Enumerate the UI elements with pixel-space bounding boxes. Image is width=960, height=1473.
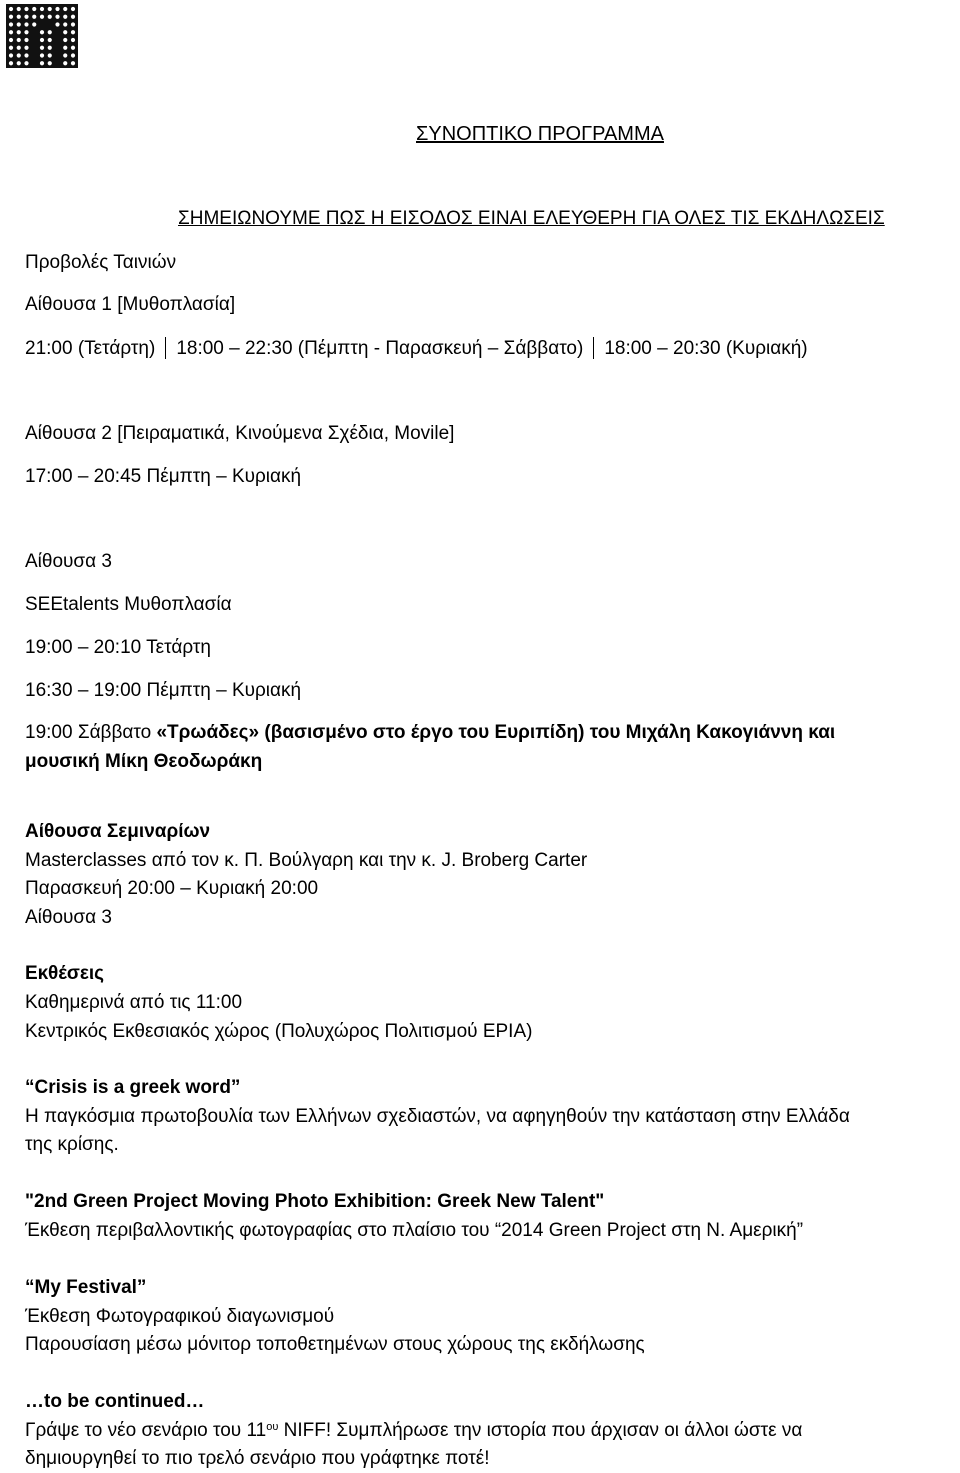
hall1-schedule: [25, 337, 808, 361]
ordinal-suffix: ου: [266, 1421, 279, 1433]
crisis-desc: [25, 1105, 850, 1129]
green-desc: Έκθεση περιβαλλοντικής φωτογραφίας στο πλαίσιο του “2014 Green Project στη Ν. Αμερική”: [25, 1220, 804, 1241]
entry-notice: ΣΗΜΕΙΩΝΟΥΜΕ ΠΩΣ Η ΕΙΣΟΔΟΣ ΕΙΝΑΙ ΕΛΕΥΘΕΡΗ ΓΙΑ ΟΛΕΣ ΤΙΣ ΕΚΔΗΛΩΣΕΙΣ: [178, 208, 885, 229]
exhibitions-venue: Κεντρικός Εκθεσιακός χώρος (Πολυχώρος Πολιτισμού ΕΡΙΑ): [25, 1021, 533, 1042]
festival-desc: Έκθεση Φωτογραφικού διαγωνισμού: [25, 1306, 335, 1327]
festival-desc-cont: Παρουσίαση μέσω μόνιτορ τοποθετημένων στους χώρους της εκδήλωσης: [25, 1334, 645, 1355]
special-prefix: 19:00 Σάββατο: [25, 722, 157, 743]
hall3-title: Αίθουσα 3: [25, 551, 112, 572]
festival-logo: [6, 4, 78, 68]
hall3-time-wednesday: 19:00 – 20:10 Τετάρτη: [25, 637, 211, 658]
seminars-time: Παρασκευή 20:00 – Κυριακή 20:00: [25, 878, 319, 899]
separator: [593, 337, 594, 359]
seminars-heading: Αίθουσα Σεμιναρίων: [25, 821, 211, 842]
hall3-time-thu-sun: 16:30 – 19:00 Πέμπτη – Κυριακή: [25, 680, 302, 701]
seminars-masterclasses: Masterclasses από τον κ. Π. Βούλγαρη και την κ. J. Broberg Carter: [25, 850, 588, 871]
hall3-special: [25, 721, 835, 745]
hall2-title: Αίθουσα 2 [Πειραματικά, Κινούμενα Σχέδια, Movile]: [25, 423, 455, 444]
continued-text-b: NIFF! Συμπλήρωσε την ιστορία που άρχισαν οι άλλοι ώστε να: [278, 1420, 803, 1441]
special-title: «Τρωάδες» (βασισμένο στο έργο του Ευριπίδη) του Μιχάλη Κακογιάννη και: [156, 722, 836, 743]
crisis-desc-line1: Η παγκόσμια πρωτοβουλία των Ελλήνων σχεδιαστών, να αφηγηθούν την κατάσταση στην Ελλάδα: [25, 1106, 850, 1127]
hall1-slot-wednesday: 21:00 (Τετάρτη): [25, 338, 156, 359]
screenings-heading: Προβολές Ταινιών: [25, 252, 177, 273]
hall1-slot-sunday: 18:00 – 20:30 (Κυριακή): [604, 338, 808, 359]
continued-text: [25, 1419, 802, 1443]
festival-title: “My Festival”: [25, 1277, 147, 1298]
hall3-special-cont: μουσική Μίκη Θεοδωράκη: [25, 751, 263, 772]
continued-heading: …to be continued…: [25, 1391, 205, 1412]
hall2-time: 17:00 – 20:45 Πέμπτη – Κυριακή: [25, 466, 302, 487]
hall1-slot-weekdays: 18:00 – 22:30 (Πέμπτη - Παρασκευή – Σάββατο): [176, 338, 584, 359]
continued-text-a: Γράψε το νέο σενάριο του 11: [25, 1420, 267, 1441]
crisis-title: “Crisis is a greek word”: [25, 1077, 241, 1098]
continued-text-cont: δημιουργηθεί το πιο τρελό σενάριο που γράφτηκε ποτέ!: [25, 1448, 490, 1469]
page-title: ΣΥΝΟΠΤΙΚΟ ΠΡΟΓΡΑΜΜΑ: [416, 123, 664, 145]
hall1-title: Αίθουσα 1 [Μυθοπλασία]: [25, 294, 236, 315]
exhibitions-heading: Εκθέσεις: [25, 963, 105, 984]
green-title: "2nd Green Project Moving Photo Exhibition: Greek New Talent": [25, 1191, 605, 1212]
hall3-subtitle: SEEtalents Μυθοπλασία: [25, 594, 232, 615]
exhibitions-hours: Καθημερινά από τις 11:00: [25, 992, 243, 1013]
separator: [165, 337, 166, 359]
crisis-desc-cont: της κρίσης.: [25, 1134, 119, 1155]
seminars-room: Αίθουσα 3: [25, 907, 112, 928]
